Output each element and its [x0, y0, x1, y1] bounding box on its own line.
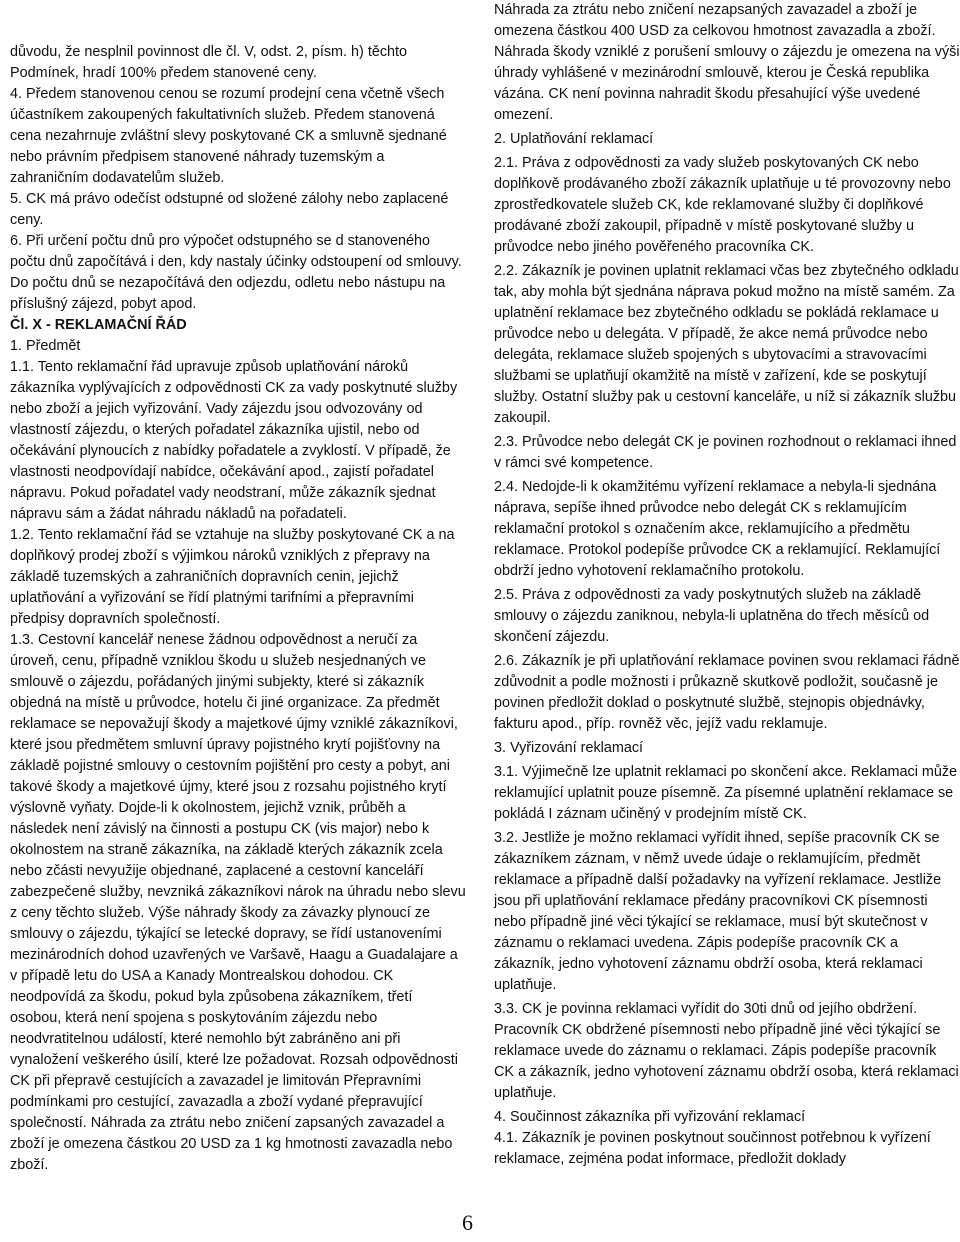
page-number: 6: [462, 1210, 473, 1235]
section-heading: Čl. X - REKLAMAČNÍ ŘÁD: [10, 317, 187, 333]
paragraph: Náhrada za ztrátu nebo zničení nezapsaných zavazadel a zboží je omezena částkou 400 USD za celkovou hmotnost zavazadla a zboží. Náhrada škody vzniklé z porušení smlouvy o zájezdu je omezena na výši úhrady vyhlášené v mezinárodní smlouvě, kterou je Česká republika vázána. CK není povinna nahradit škodu přesahující výše uvedené omezení.: [494, 2, 960, 123]
paragraph: 6. Při určení počtu dnů pro výpočet odstupného se d stanoveného počtu dnů započítává i den, kdy nastaly účinky odstoupení od smlouvy. Do počtu dnů se nezapočítává den odjezdu, odletu nebo nástupu na příslušný zájezd, pobyt apod.: [10, 233, 462, 312]
paragraph: 4. Předem stanovenou cenou se rozumí prodejní cena včetně všech účastníkem zakoupených fakultativních služeb. Předem stanovená cena nezahrnuje zvláštní slevy poskytované CK a smluvně sjednané nebo právním předpisem stanovené náhrady tuzemským a zahraničním dodavatelům služeb.: [10, 86, 447, 186]
paragraph: 5. CK má právo odečíst odstupné od složené zálohy nebo zaplacené ceny.: [10, 191, 449, 228]
subsection-heading: 1. Předmět: [10, 338, 81, 354]
subsection-heading: 4. Součinnost zákazníka při vyřizování reklamací: [494, 1109, 806, 1125]
paragraph: 2.5. Práva z odpovědnosti za vady poskytnutých služeb na základě smlouvy o zájezdu zaniknou, nebyla-li uplatněna do třech měsíců od skončení zájezdu.: [494, 587, 930, 645]
paragraph: 2.1. Práva z odpovědnosti za vady služeb poskytovaných CK nebo doplňkově prodávaného zboží zákazník uplatňuje u té provozovny nebo zprostředkovatele služeb CK, kde reklamované služby či doplňkové prodávané zboží zakoupil, případně v místě poskytované služby u průvodce nebo jiného pověřeného pracovníka CK.: [494, 155, 951, 255]
paragraph: 4.1. Zákazník je povinen poskytnout součinnost potřebnou k vyřízení reklamace, zejména podat informace, předložit doklady: [494, 1130, 931, 1167]
subsection-heading: 2. Uplatňování reklamací: [494, 131, 654, 147]
paragraph: 3.1. Výjimečně lze uplatnit reklamaci po skončení akce. Reklamaci může reklamující uplatnit pouze písemně. Za písemné uplatnění reklamace se pokládá I záznam učiněný v prodejním místě CK.: [494, 764, 958, 822]
paragraph: 1.1. Tento reklamační řád upravuje způsob uplatňování nároků zákazníka vyplývajících z odpovědnosti CK za vady poskytnuté služby nebo zboží a jejich vyřizování. Vady zájezdu jsou odvozovány od vlastností zájezdu, o kterých pořadatel zákazníka ujistil, nebo od očekávání plynoucích z nabídky pořadatele a zvyklostí. V případě, že vlastnosti neodpovídají nabídce, očekávání apod., zajistí pořadatel nápravu. Pokud pořadatel vady neodstraní, může zákazník sjednat nápravu sám a žádat náhradu nákladů na pořadateli.: [10, 359, 458, 522]
subsection-heading: 3. Vyřizování reklamací: [494, 740, 644, 756]
right-column: [494, 0, 960, 1170]
paragraph: 1.2. Tento reklamační řád se vztahuje na služby poskytované CK a na doplňkový prodej zboží s výjimkou nároků vzniklých z přepravy na základě tuzemských a zahraničních dopravních cenin, jejichž uplatňování a vyřizování se řídí platnými tarifními a přepravními předpisy dopravních společností.: [10, 527, 455, 627]
paragraph: 2.4. Nedojde-li k okamžitému vyřízení reklamace a nebyla-li sjednána náprava, sepíše ihned průvodce nebo delegát CK s reklamujícím reklamační protokol s označením akce, reklamujícího a předmětu reklamace. Protokol podepíše průvodce CK a reklamující. Reklamující obdrží jedno vyhotovení reklamačního protokolu.: [494, 479, 941, 579]
paragraph: 2.2. Zákazník je povinen uplatnit reklamaci včas bez zbytečného odkladu tak, aby mohla být sjednána náprava pokud možno na místě samém. Za uplatnění reklamace bez zbytečného odkladu se pokládá reklamace u průvodce nebo u delegáta. V případě, že akce nemá průvodce nebo delegáta, reklamace služeb spojených s ubytovacími a stravovacími službami se uplatňují okamžitě na místě v zařízení, kde se poskytují služby. Ostatní služby pak u cestovní kanceláře, u níž si zákazník službu zakoupil.: [494, 263, 959, 426]
left-column: [10, 42, 466, 1176]
paragraph: 2.6. Zákazník je při uplatňování reklamace povinen svou reklamaci řádně zdůvodnit a podle možnosti i průkazně skutkově podložit, současně je povinen předložit doklad o poskytnuté službě, stejnopis objednávky, fakturu apod., příp. rovněž věc, jejíž vadu reklamuje.: [494, 653, 960, 732]
paragraph: 3.2. Jestliže je možno reklamaci vyřídit ihned, sepíše pracovník CK se zákazníkem záznam, v němž uvede údaje o reklamujícím, předmět reklamace a případně další požadavky na vyřízení reklamace. Jestliže jsou při uplatňování reklamace předány pracovníkovi CK písemnosti nebo případně jiné věci týkající se reklamace, musí být skutečnost v záznamu o reklamaci uvedena. Zápis podepíše pracovník CK a zákazník, jedno vyhotovení záznamu obdrží osoba, která reklamaci uplatňuje.: [494, 830, 942, 993]
paragraph: důvodu, že nesplnil povinnost dle čl. V, odst. 2, písm. h) těchto Podmínek, hradí 100% předem stanovené ceny.: [10, 44, 408, 81]
paragraph: 2.3. Průvodce nebo delegát CK je povinen rozhodnout o reklamaci ihned v rámci své kompetence.: [494, 434, 957, 471]
paragraph: 1.3. Cestovní kancelář nenese žádnou odpovědnost a neručí za úroveň, cenu, případně vzniklou škodu u služeb nesjednaných ve smlouvě o zájezdu, pořádaných jinými subjekty, které si zákazník objedná na místě u průvodce, hotelu či jiné organizace. Za předmět reklamace se nepovažují škody a majetkové újmy vzniklé zákazníkovi, které jsou předmětem smluvní úpravy pojistného krytí pojišťovny na základě pojistné smlouvy o cestovním pojištění pro cesty a pobyt, ani takové škody a majetkové újmy, které jsou z rozsahu pojistného krytí výslovně vyňaty. Dojde-li k okolnostem, jejichž vznik, průběh a následek není závislý na činnosti a postupu CK (vis major) nebo k okolnostem na straně zákazníka, na základě kterých zákazník zcela nebo zčásti nevyužije objednané, zaplacené a cestovní kanceláří zabezpečené služby, nevzniká zákazníkovi nárok na úhradu nebo slevu z ceny těchto služeb. Výše náhrady škody za závazky plynoucí ze smlouvy o zájezdu, týkající se letecké dopravy, se řídí ustanoveními mezinárodních dohod uzavřených ve Varšavě, Haagu a Guadalajare a v případě letu do USA a Kanady Montrealskou dohodou. CK neodpovídá za škodu, pokud byla způsobena zákazníkem, třetí osobou, která není spojena s poskytováním zájezdu nebo neodvratitelnou událostí, které nemohlo být zabráněno ani při vynaložení veškerého úsilí, které lze požadovat. Rozsah odpovědnosti CK při přepravě cestujících a zavazadel je limitován Přepravními podmínkami pro cestující, zavazadla a zboží vydané přepravující společností. Náhrada za ztrátu nebo zničení zapsaných zavazadel a zboží je omezena částkou 20 USD za 1 kg hmotnosti zavazadla nebo zboží.: [10, 632, 466, 1173]
paragraph: 3.3. CK je povinna reklamaci vyřídit do 30ti dnů od jejího obdržení. Pracovník CK obdržené písemnosti nebo případně jiné věci týkající se reklamace uvede do záznamu o reklamaci. Zápis podepíše pracovník CK a zákazník, jedno vyhotovení záznamu obdrží osoba, která reklamaci uplatňuje.: [494, 1001, 959, 1101]
